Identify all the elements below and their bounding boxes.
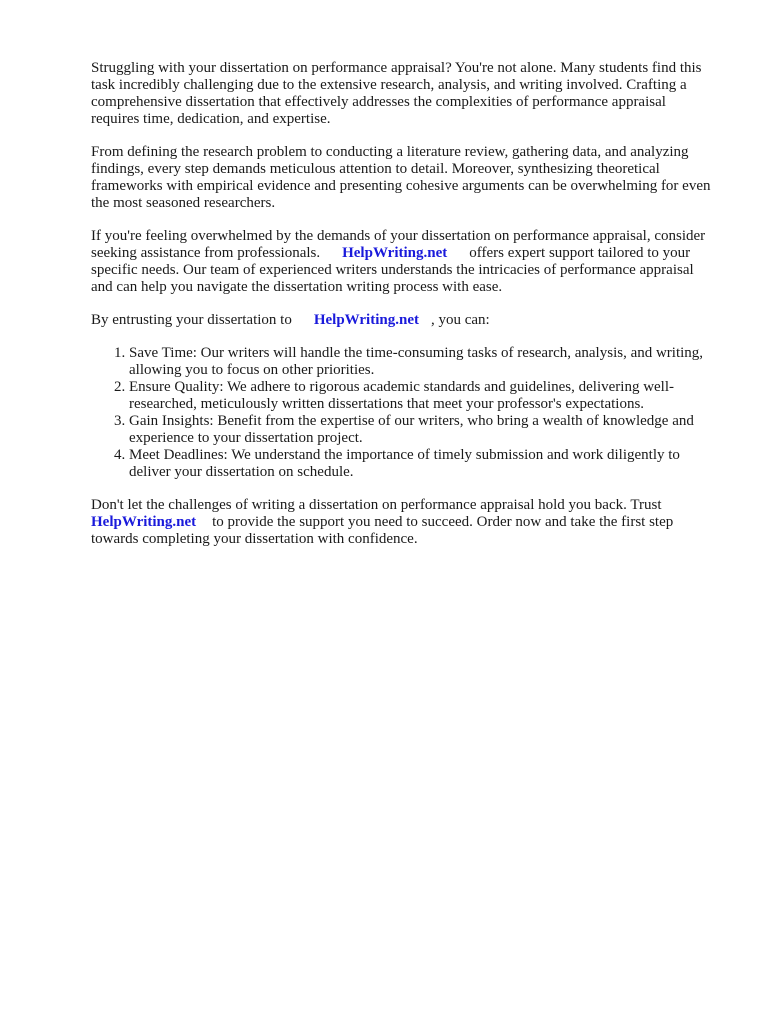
list-item: 1. Save Time: Our writers will handle the time-consuming tasks of research, analysis, and writing, allowing you to focus on other priorities. [129,345,711,379]
entrusting-text-before: By entrusting your dissertation to [91,312,292,328]
list-item: 3. Gain Insights: Benefit from the expertise of our writers, who bring a wealth of knowledge and experience to your dissertation project. [129,413,711,447]
helpwriting-link[interactable]: HelpWriting.net [313,312,419,328]
assistance-text-after: offers expert support tailored to your specific needs. Our team of experienced writers understands the intricacies of performance appraisal and can help you navigate the dissertation writing process with ease. [91,245,694,295]
helpwriting-link[interactable]: HelpWriting.net [91,514,197,530]
document-page [91,60,711,564]
benefits-list [91,345,711,481]
entrusting-text-after: , you can: [430,312,490,328]
entrusting-paragraph [91,312,711,329]
intro-paragraph: Struggling with your dissertation on performance appraisal? You're not alone. Many students find this task incredibly challenging due to the extensive research, analysis, and writing involved. Crafting a comprehensive dissertation that effectively addresses the complexities of performance appraisal requires time, dedication, and expertise. [91,60,702,127]
assistance-text-before: If you're feeling overwhelmed by the demands of your dissertation on performance appraisal, consider seeking assistance from professionals. [91,228,706,261]
closing-paragraph [91,497,711,548]
assistance-paragraph [91,228,711,296]
list-item: 4. Meet Deadlines: We understand the importance of timely submission and work diligently to deliver your dissertation on schedule. [129,447,711,481]
challenges-paragraph: From defining the research problem to conducting a literature review, gathering data, and analyzing findings, every step demands meticulous attention to detail. Moreover, synthesizing theoretical frameworks with empirical evidence and presenting cohesive arguments can be overwhelming for even the most seasoned researchers. [91,144,711,211]
list-item: 2. Ensure Quality: We adhere to rigorous academic standards and guidelines, delivering well-researched, meticulously written dissertations that meet your professor's expectations. [129,379,711,413]
closing-text-after: to provide the support you need to succeed. Order now and take the first step towards completing your dissertation with confidence. [91,514,674,547]
closing-text-before: Don't let the challenges of writing a dissertation on performance appraisal hold you back. Trust [91,497,662,513]
helpwriting-link[interactable]: HelpWriting.net [342,245,448,261]
